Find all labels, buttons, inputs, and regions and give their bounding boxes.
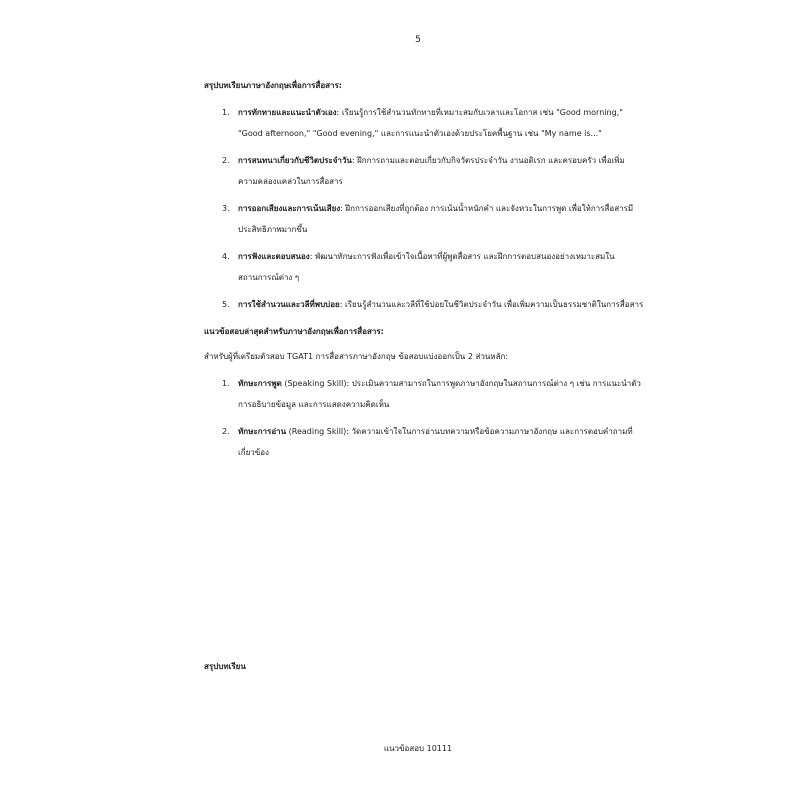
item-text: : ฝึกการถามและตอบเกี่ยวกับกิจวัตรประจำวัน งานอดิเรก และครอบครัว เพื่อเพิ่มความคล่องแคล่วในการสื่อสาร: [238, 156, 625, 186]
item-title: การฟังและตอบสนอง: [238, 252, 310, 261]
list-number: 3.: [222, 204, 230, 213]
list-number: 1.: [222, 379, 230, 388]
item-title: ทักษะการพูด: [238, 379, 282, 388]
exam-guide-list: [204, 373, 644, 463]
list-number: 5.: [222, 300, 230, 309]
lesson-summary-list: [204, 102, 644, 315]
list-number: 4.: [222, 252, 230, 261]
item-title: การทักทายและแนะนำตัวเอง: [238, 108, 337, 117]
list-number: 2.: [222, 156, 230, 165]
item-title: การสนทนาเกี่ยวกับชีวิตประจำวัน: [238, 156, 352, 165]
list-item: [204, 294, 644, 315]
exam-guide-heading: แนวข้อสอบล่าสุดสำหรับภาษาอังกฤษเพื่อการสื่อสาร:: [204, 327, 384, 336]
summary-heading: สรุปบทเรียน: [204, 662, 246, 671]
list-item: [204, 246, 644, 288]
item-text: : ฝึกการออกเสียงที่ถูกต้อง การเน้นน้ำหนักคำ และจังหวะในการพูด เพื่อให้การสื่อสารมีประสิทธิภาพมากขึ้น: [238, 204, 634, 234]
item-text: (Reading Skill): วัดความเข้าใจในการอ่านบทความหรือข้อความภาษาอังกฤษ และการตอบคำถามที่เกี่ยวข้อง: [238, 427, 633, 457]
page-number: 5: [415, 35, 421, 45]
item-text: : เรียนรู้การใช้สำนวนทักทายที่เหมาะสมกับเวลาและโอกาส เช่น "Good morning," "Good afternoon," "Good evening," และการแนะนำตัวเองด้วยประโยคพื้นฐาน เช่น "My name is...": [238, 108, 623, 138]
item-title: การออกเสียงและการเน้นเสียง: [238, 204, 341, 213]
exam-guide-intro: สำหรับผู้ที่เตรียมตัวสอบ TGAT1 การสื่อสารภาษาอังกฤษ ข้อสอบแบ่งออกเป็น 2 ส่วนหลัก:: [204, 352, 509, 361]
item-text: : พัฒนาทักษะการฟังเพื่อเข้าใจเนื้อหาที่ผู้พูดสื่อสาร และฝึกการตอบสนองอย่างเหมาะสมในสถานการณ์ต่าง ๆ: [238, 252, 615, 282]
item-title: ทักษะการอ่าน: [238, 427, 287, 436]
item-text: (Speaking Skill): ประเมินความสามารถในการพูดภาษาอังกฤษในสถานการณ์ต่าง ๆ เช่น การแนะนำตัว การอธิบายข้อมูล และการแสดงความคิดเห็น: [238, 379, 641, 409]
list-number: 1.: [222, 108, 230, 117]
item-title: การใช้สำนวนและวลีที่พบบ่อย: [238, 300, 340, 309]
list-item: [204, 150, 644, 192]
list-number: 2.: [222, 427, 230, 436]
list-item: [204, 421, 644, 463]
list-item: [204, 102, 644, 144]
item-text: : เรียนรู้สำนวนและวลีที่ใช้บ่อยในชีวิตประจำวัน เพื่อเพิ่มความเป็นธรรมชาติในการสื่อสาร: [339, 300, 644, 309]
list-item: [204, 373, 644, 415]
document-content: [204, 75, 644, 463]
lesson-summary-heading: สรุปบทเรียนภาษาอังกฤษเพื่อการสื่อสาร:: [204, 81, 343, 90]
page-footer: แนวข้อสอบ 10111: [383, 744, 453, 753]
list-item: [204, 198, 644, 240]
